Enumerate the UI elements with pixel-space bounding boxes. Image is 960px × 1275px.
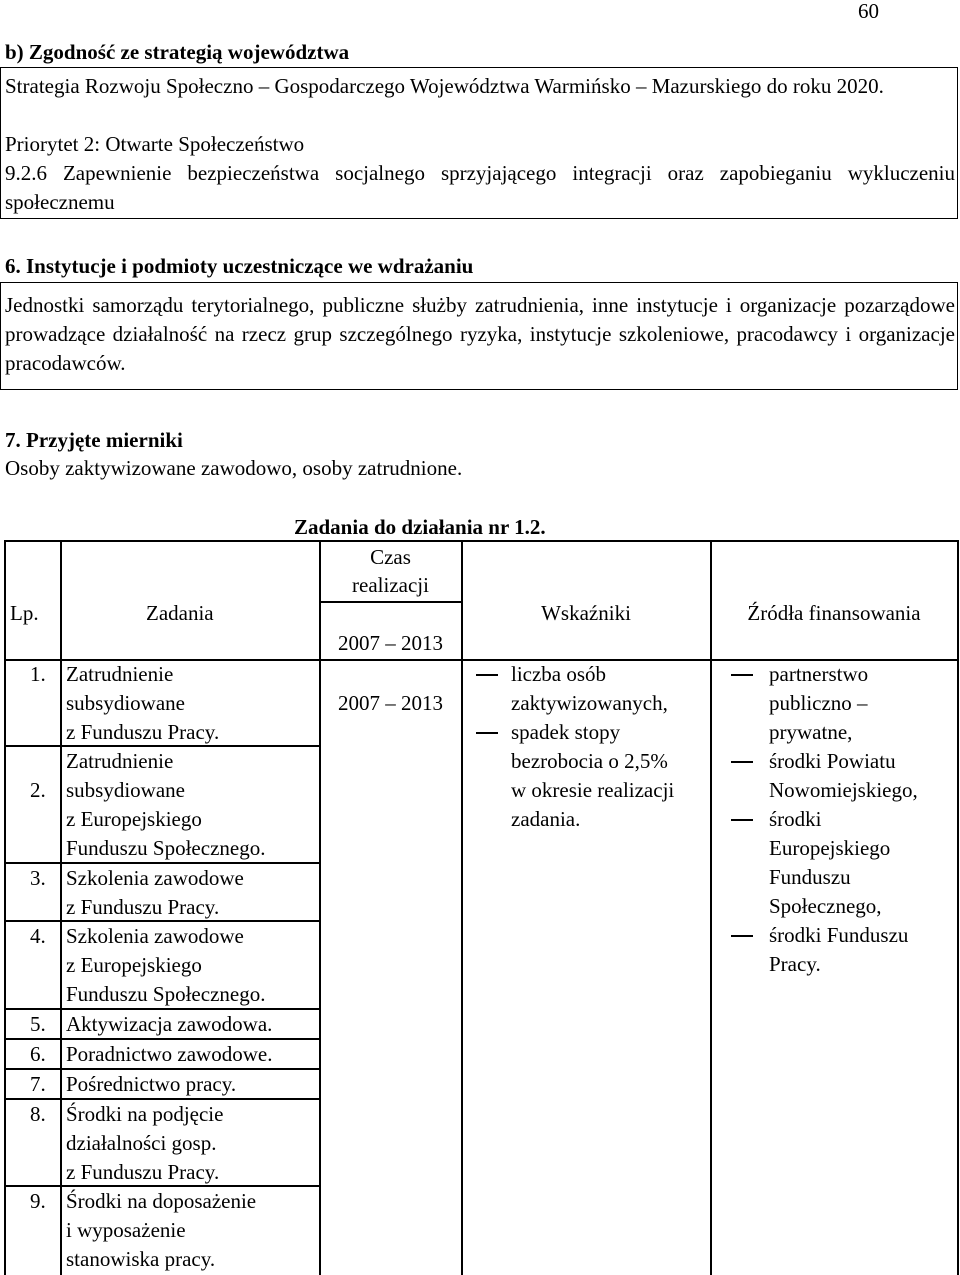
row-8-task: Środki na podjęcie działalności gosp. z Funduszu Pracy. <box>66 1102 224 1184</box>
header-czas-1: Czas <box>370 545 411 569</box>
row-3-lp: 3. <box>30 866 46 890</box>
bullet-dash <box>731 935 753 937</box>
section-b-heading: b) Zgodność ze strategią województwa <box>5 40 350 64</box>
row-2-lp: 2. <box>30 778 46 802</box>
wskaznik-1: liczba osób zaktywizowanych, <box>511 662 668 715</box>
row-4-lp: 4. <box>30 924 46 948</box>
row-3-task: Szkolenia zawodowe z Funduszu Pracy. <box>66 866 244 919</box>
header-lp: Lp. <box>10 601 39 625</box>
row-6-lp: 6. <box>30 1042 46 1066</box>
header-czas-range: 2007 – 2013 <box>338 631 443 655</box>
row-9-task: Środki na doposażenie i wyposażenie stanowiska pracy. <box>66 1189 257 1271</box>
section-7-text: Osoby zaktywizowane zawodowo, osoby zatrudnione. <box>5 456 463 480</box>
page-number: 60 <box>858 0 879 23</box>
strategy-line-2: Priorytet 2: Otwarte Społeczeństwo <box>5 132 305 156</box>
row-5-task: Aktywizacja zawodowa. <box>66 1012 273 1036</box>
row-1-task: Zatrudnienie subsydiowane z Funduszu Pracy. <box>66 662 220 744</box>
institutions-box <box>0 282 958 390</box>
row-1-lp: 1. <box>30 662 46 686</box>
zrodlo-3: środki Europejskiego Funduszu Społecznego, <box>769 807 891 918</box>
row-7-task: Pośrednictwo pracy. <box>66 1072 237 1096</box>
header-zadania: Zadania <box>146 601 214 625</box>
strategy-box <box>0 67 958 219</box>
bullet-dash <box>476 674 498 676</box>
section-6-heading: 6. Instytucje i podmioty uczestniczące we wdrażaniu <box>5 254 474 278</box>
table-caption: Zadania do działania nr 1.2. <box>294 515 546 539</box>
header-zrodla: Źródła finansowania <box>747 601 921 625</box>
section-7-heading: 7. Przyjęte mierniki <box>5 428 183 452</box>
bullet-dash <box>731 674 753 676</box>
row-6-task: Poradnictwo zawodowe. <box>66 1042 273 1066</box>
zrodlo-2: środki Powiatu Nowomiejskiego, <box>769 749 918 802</box>
header-czas-2: realizacji <box>352 573 429 597</box>
wskaznik-2: spadek stopy bezrobocia o 2,5% w okresie realizacji zadania. <box>511 720 675 831</box>
strategy-line-1: Strategia Rozwoju Społeczno – Gospodarczego Województwa Warmińsko – Mazurskiego do roku 2020. <box>5 74 884 98</box>
institutions-text: Jednostki samorządu terytorialnego, publiczne służby zatrudnienia, inne instytucje i organizacje pozarządowe prowadzące działalność na rzecz grup szczególnego ryzyka, instytucje szkoleniowe, pracodawcy i organizacje pracodawców. <box>5 293 955 375</box>
strategy-line-3: 9.2.6 Zapewnienie bezpieczeństwa socjalnego sprzyjającego integracji oraz zapobieganiu wykluczeniu społecznemu <box>5 161 955 214</box>
row-8-lp: 8. <box>30 1102 46 1126</box>
bullet-dash <box>731 761 753 763</box>
bullet-dash <box>731 819 753 821</box>
header-wskazniki: Wskaźniki <box>541 601 631 625</box>
row-2-task: Zatrudnienie subsydiowane z Europejskiego Funduszu Społecznego. <box>66 749 266 860</box>
bullet-dash <box>476 732 498 734</box>
row-9-lp: 9. <box>30 1189 46 1213</box>
zrodlo-1: partnerstwo publiczno – prywatne, <box>769 662 869 744</box>
row-5-lp: 5. <box>30 1012 46 1036</box>
czas-value: 2007 – 2013 <box>338 691 443 715</box>
zrodlo-4: środki Funduszu Pracy. <box>769 923 909 976</box>
row-4-task: Szkolenia zawodowe z Europejskiego Funduszu Społecznego. <box>66 924 266 1006</box>
tasks-table <box>0 540 960 1275</box>
row-7-lp: 7. <box>30 1072 46 1096</box>
